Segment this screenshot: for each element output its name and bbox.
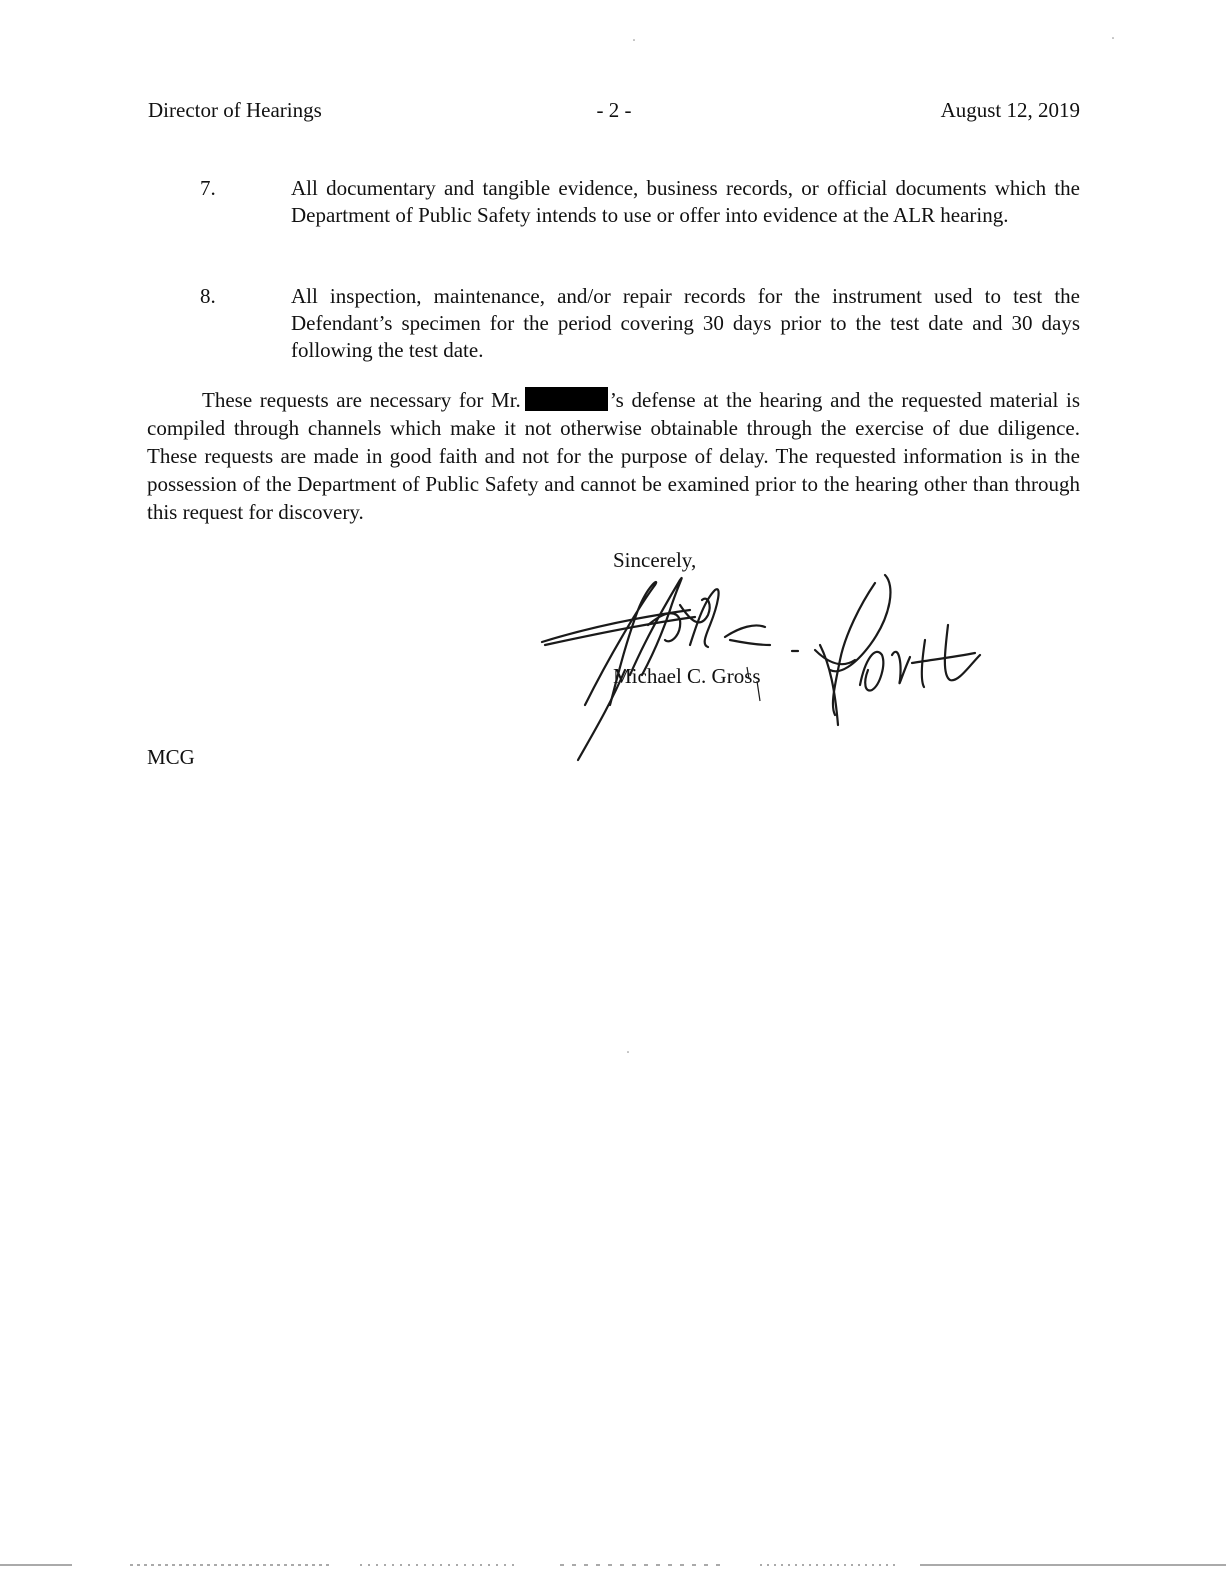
body-text-after-redaction: ’s defense at the hearing and the requested material is compiled through channels which make it not otherwise obtainable through the exercise of due diligence. These requests are made in good faith and not for the purpose of delay. The requested information is in the possession of the Department of Public Safety and cannot be examined prior to the hearing other than through this request for discovery.: [147, 388, 1080, 524]
body-text-before-redaction: These requests are necessary for Mr.: [202, 388, 521, 412]
item-number: 8.: [200, 284, 216, 308]
closing-salutation: Sincerely,: [613, 548, 697, 572]
item-text: All documentary and tangible evidence, business records, or official documents which the Department of Public Safety intends to use or offer into evidence at the ALR hearing.: [291, 176, 1080, 227]
handwritten-signature: [530, 565, 1000, 765]
body-paragraph: [147, 386, 1080, 526]
header-page-number: - 2 -: [596, 98, 632, 122]
item-number: 7.: [200, 176, 216, 200]
page-header: [148, 98, 1080, 128]
redaction-block: [525, 387, 608, 411]
item-text: All inspection, maintenance, and/or repair records for the instrument used to test the Defendant’s specimen for the period covering 30 days prior to the test date and 30 days following the test date.: [291, 284, 1080, 362]
header-recipient: Director of Hearings: [148, 98, 322, 122]
signer-name: Michael C. Gross: [613, 664, 761, 688]
author-initials: MCG: [147, 745, 195, 769]
header-date: August 12, 2019: [940, 98, 1080, 122]
